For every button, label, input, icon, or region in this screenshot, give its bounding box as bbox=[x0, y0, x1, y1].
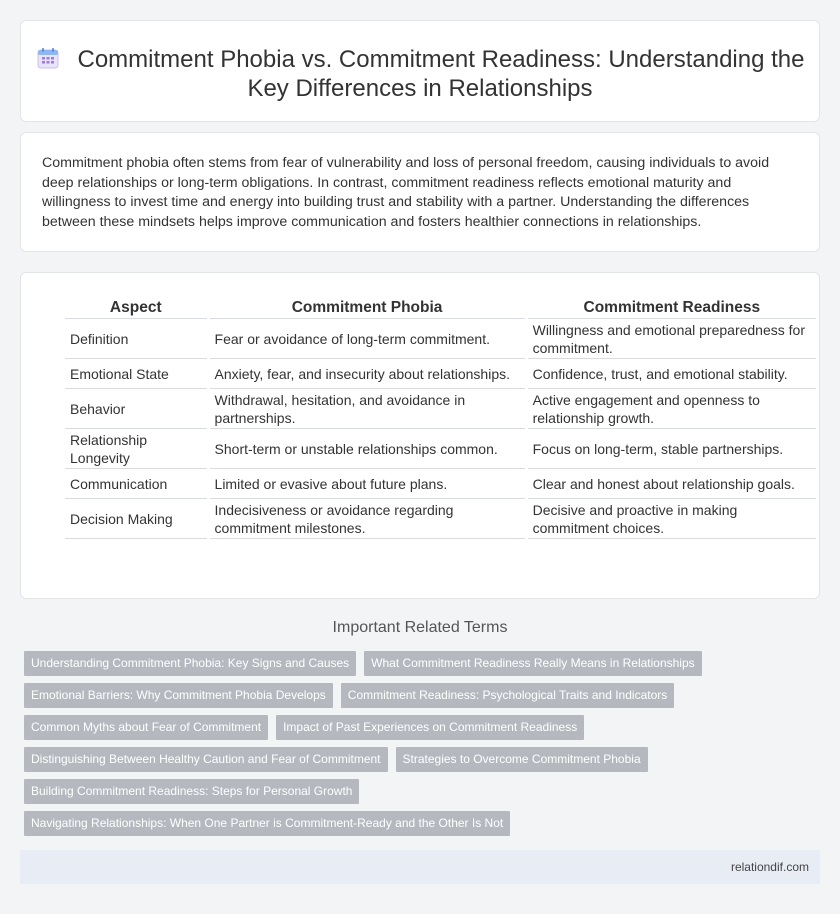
related-term-link[interactable]: Understanding Commitment Phobia: Key Signs and Causes bbox=[24, 651, 356, 676]
readiness-cell: Focus on long-term, stable partnerships. bbox=[528, 429, 816, 469]
table-header-row bbox=[65, 296, 816, 319]
header-card bbox=[20, 20, 820, 122]
footer bbox=[20, 850, 820, 884]
related-term-link[interactable]: Distinguishing Between Healthy Caution and Fear of Commitment bbox=[24, 747, 388, 772]
phobia-cell: Short-term or unstable relationships common. bbox=[210, 429, 525, 469]
related-term-link[interactable]: Impact of Past Experiences on Commitment Readiness bbox=[276, 715, 584, 740]
aspect-cell: Behavior bbox=[65, 389, 207, 429]
phobia-cell: Anxiety, fear, and insecurity about relationships. bbox=[210, 359, 525, 389]
phobia-cell: Fear or avoidance of long-term commitment. bbox=[210, 319, 525, 359]
footer-site-link[interactable]: relationdif.com bbox=[730, 860, 809, 874]
aspect-cell: Relationship Longevity bbox=[65, 429, 207, 469]
related-term-link[interactable]: Commitment Readiness: Psychological Traits and Indicators bbox=[341, 683, 674, 708]
comparison-table-card bbox=[20, 272, 820, 599]
aspect-cell: Definition bbox=[65, 319, 207, 359]
readiness-cell: Decisive and proactive in making commitment choices. bbox=[528, 499, 816, 539]
aspect-cell: Emotional State bbox=[65, 359, 207, 389]
intro-paragraph: Commitment phobia often stems from fear of vulnerability and loss of personal freedom, causing individuals to avoid deep relationships or long-term obligations. In contrast, commitment readiness reflects emotional maturity and willingness to invest time and energy into building trust and stability with a partner. Understanding the differences between these mindsets helps improve communication and fosters healthier connections in relationships. bbox=[42, 155, 770, 230]
readiness-cell: Confidence, trust, and emotional stability. bbox=[528, 359, 816, 389]
readiness-cell: Clear and honest about relationship goals. bbox=[528, 469, 816, 499]
related-terms-list bbox=[24, 651, 820, 843]
intro-card bbox=[20, 132, 820, 252]
table-row bbox=[65, 389, 816, 429]
related-term-link[interactable]: Building Commitment Readiness: Steps for Personal Growth bbox=[24, 779, 359, 804]
calendar-icon bbox=[36, 46, 60, 70]
phobia-cell: Withdrawal, hesitation, and avoidance in partnerships. bbox=[210, 389, 525, 429]
table-row bbox=[65, 429, 816, 469]
related-term-link[interactable]: Navigating Relationships: When One Partner is Commitment-Ready and the Other Is Not bbox=[24, 811, 510, 836]
table-row bbox=[65, 319, 816, 359]
related-term-link[interactable]: Strategies to Overcome Commitment Phobia bbox=[396, 747, 648, 772]
header-commitment-phobia: Commitment Phobia bbox=[210, 296, 525, 319]
comparison-table bbox=[62, 296, 819, 539]
related-term-link[interactable]: Common Myths about Fear of Commitment bbox=[24, 715, 268, 740]
page-title-wrap bbox=[21, 45, 819, 103]
related-term-link[interactable]: What Commitment Readiness Really Means in Relationships bbox=[364, 651, 701, 676]
aspect-cell: Communication bbox=[65, 469, 207, 499]
table-row bbox=[65, 499, 816, 539]
table-row bbox=[65, 469, 816, 499]
aspect-cell: Decision Making bbox=[65, 499, 207, 539]
table-row bbox=[65, 359, 816, 389]
related-term-link[interactable]: Emotional Barriers: Why Commitment Phobia Develops bbox=[24, 683, 333, 708]
header-commitment-readiness: Commitment Readiness bbox=[528, 296, 816, 319]
readiness-cell: Willingness and emotional preparedness for commitment. bbox=[528, 319, 816, 359]
readiness-cell: Active engagement and openness to relationship growth. bbox=[528, 389, 816, 429]
header-aspect: Aspect bbox=[65, 296, 207, 319]
related-terms-title: Important Related Terms bbox=[332, 619, 508, 636]
phobia-cell: Limited or evasive about future plans. bbox=[210, 469, 525, 499]
page-title: Commitment Phobia vs. Commitment Readiness: Understanding the Key Differences in Relationships bbox=[77, 46, 805, 102]
phobia-cell: Indecisiveness or avoidance regarding commitment milestones. bbox=[210, 499, 525, 539]
